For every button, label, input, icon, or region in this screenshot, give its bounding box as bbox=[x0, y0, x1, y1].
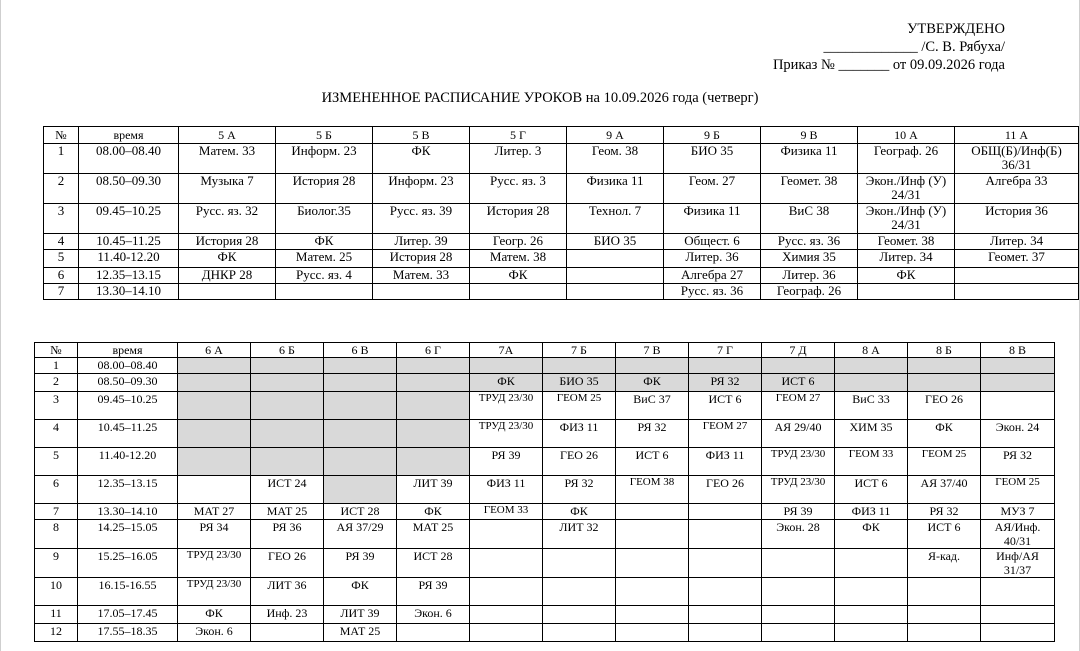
lesson-cell: ВиС 37 bbox=[616, 392, 689, 420]
lesson-cell bbox=[616, 520, 689, 549]
lesson-cell: БИО 35 bbox=[567, 234, 664, 250]
lesson-cell: ТРУД 23/30 bbox=[178, 549, 251, 578]
table-row bbox=[35, 420, 1055, 448]
lesson-cell: ГЕОМ 33 bbox=[470, 504, 543, 520]
lesson-cell: ГЕОМ 27 bbox=[762, 392, 835, 420]
lesson-cell: ГЕО 26 bbox=[689, 476, 762, 504]
lesson-cell bbox=[251, 448, 324, 476]
lesson-number-cell: 6 bbox=[35, 476, 78, 504]
lesson-cell: Литер. 3 bbox=[470, 144, 567, 174]
lesson-cell bbox=[689, 549, 762, 578]
lesson-time-cell: 12.35–13.15 bbox=[79, 268, 179, 284]
lesson-cell: ИСТ 24 bbox=[251, 476, 324, 504]
page-title: ИЗМЕНЕННОЕ РАСПИСАНИЕ УРОКОВ на 10.09.2026 года (четверг) bbox=[321, 90, 759, 106]
lesson-cell: РЯ 32 bbox=[689, 374, 762, 392]
lesson-cell: Инф. 23 bbox=[251, 606, 324, 624]
lesson-cell bbox=[981, 392, 1055, 420]
approval-block bbox=[773, 20, 1005, 74]
lesson-cell bbox=[543, 549, 616, 578]
lesson-cell bbox=[251, 374, 324, 392]
lesson-number-cell: 12 bbox=[35, 624, 78, 642]
column-header: 9 Б bbox=[664, 127, 761, 144]
lesson-number-cell: 7 bbox=[35, 504, 78, 520]
lesson-cell: Геом. 38 bbox=[567, 144, 664, 174]
table-row bbox=[44, 174, 1079, 204]
lesson-number-cell: 2 bbox=[35, 374, 78, 392]
lesson-cell bbox=[178, 476, 251, 504]
lesson-cell: Русс. яз. 39 bbox=[373, 204, 470, 234]
lesson-cell bbox=[251, 420, 324, 448]
lesson-cell: ФК bbox=[858, 268, 955, 284]
lesson-time-cell: 11.40-12.20 bbox=[78, 448, 178, 476]
lesson-cell bbox=[835, 624, 908, 642]
lesson-time-cell: 14.25–15.05 bbox=[78, 520, 178, 549]
lesson-cell: РЯ 36 bbox=[251, 520, 324, 549]
column-header: 10 А bbox=[858, 127, 955, 144]
lesson-cell bbox=[616, 606, 689, 624]
lesson-cell bbox=[835, 358, 908, 374]
lesson-cell bbox=[835, 374, 908, 392]
lesson-number-cell: 4 bbox=[44, 234, 79, 250]
lesson-cell: АЯ 37/40 bbox=[908, 476, 981, 504]
lesson-number-cell: 2 bbox=[44, 174, 79, 204]
table-row bbox=[44, 250, 1079, 268]
lesson-cell bbox=[470, 520, 543, 549]
lesson-cell: ХИМ 35 bbox=[835, 420, 908, 448]
lesson-cell bbox=[689, 520, 762, 549]
lesson-time-cell: 10.45–11.25 bbox=[79, 234, 179, 250]
lesson-cell: РЯ 32 bbox=[908, 504, 981, 520]
lesson-number-cell: 10 bbox=[35, 578, 78, 606]
lesson-cell: ФК bbox=[178, 606, 251, 624]
lesson-cell: ГЕО 26 bbox=[543, 448, 616, 476]
lesson-cell: Физика 11 bbox=[761, 144, 858, 174]
lesson-cell: Экон. 28 bbox=[762, 520, 835, 549]
schedule-table-senior bbox=[43, 126, 1079, 300]
lesson-cell bbox=[616, 549, 689, 578]
lesson-cell bbox=[981, 606, 1055, 624]
lesson-cell: МАТ 27 bbox=[178, 504, 251, 520]
lesson-cell bbox=[835, 578, 908, 606]
lesson-cell bbox=[567, 284, 664, 300]
lesson-time-cell: 16.15-16.55 bbox=[78, 578, 178, 606]
column-header: 5 Г bbox=[470, 127, 567, 144]
lesson-cell bbox=[178, 374, 251, 392]
lesson-cell: ФИЗ 11 bbox=[543, 420, 616, 448]
lesson-time-cell: 15.25–16.05 bbox=[78, 549, 178, 578]
table-row bbox=[35, 624, 1055, 642]
lesson-cell: ГЕОМ 38 bbox=[616, 476, 689, 504]
lesson-cell: Общест. 6 bbox=[664, 234, 761, 250]
lesson-cell: АЯ/Инф. 40/31 bbox=[981, 520, 1055, 549]
lesson-cell bbox=[908, 578, 981, 606]
column-header: 7 В bbox=[616, 343, 689, 358]
lesson-number-cell: 9 bbox=[35, 549, 78, 578]
lesson-cell bbox=[470, 549, 543, 578]
lesson-cell: Биолог.35 bbox=[276, 204, 373, 234]
column-header: 11 А bbox=[955, 127, 1079, 144]
table-row bbox=[35, 476, 1055, 504]
lesson-cell bbox=[324, 392, 397, 420]
table-row bbox=[44, 268, 1079, 284]
table-header-row bbox=[35, 343, 1055, 358]
table-row bbox=[35, 520, 1055, 549]
lesson-cell bbox=[762, 578, 835, 606]
lesson-cell: ВиС 33 bbox=[835, 392, 908, 420]
lesson-cell bbox=[689, 578, 762, 606]
lesson-cell bbox=[470, 358, 543, 374]
lesson-cell: Экон./Инф (У) 24/31 bbox=[858, 174, 955, 204]
lesson-cell: Экон. 6 bbox=[397, 606, 470, 624]
lesson-cell: Русс. яз. 36 bbox=[761, 234, 858, 250]
lesson-cell bbox=[470, 606, 543, 624]
lesson-cell: Матем. 33 bbox=[373, 268, 470, 284]
lesson-cell: РЯ 39 bbox=[470, 448, 543, 476]
lesson-cell: ТРУД 23/30 bbox=[470, 392, 543, 420]
lesson-cell bbox=[689, 606, 762, 624]
lesson-cell: Геомет. 38 bbox=[858, 234, 955, 250]
lesson-cell: ФК bbox=[470, 268, 567, 284]
lesson-cell: Информ. 23 bbox=[276, 144, 373, 174]
table-row bbox=[44, 204, 1079, 234]
lesson-cell: ФК bbox=[616, 374, 689, 392]
lesson-cell bbox=[251, 624, 324, 642]
lesson-cell bbox=[567, 268, 664, 284]
table-row bbox=[35, 549, 1055, 578]
column-header: № bbox=[35, 343, 78, 358]
lesson-cell: ТРУД 23/30 bbox=[178, 578, 251, 606]
lesson-cell bbox=[981, 578, 1055, 606]
lesson-cell: ГЕОМ 27 bbox=[689, 420, 762, 448]
lesson-cell: Геогр. 26 bbox=[470, 234, 567, 250]
lesson-cell: Физика 11 bbox=[567, 174, 664, 204]
lesson-cell: РЯ 32 bbox=[981, 448, 1055, 476]
lesson-cell: Матем. 33 bbox=[179, 144, 276, 174]
table-row bbox=[35, 358, 1055, 374]
lesson-cell: ФИЗ 11 bbox=[470, 476, 543, 504]
table-row bbox=[35, 504, 1055, 520]
lesson-cell: Матем. 38 bbox=[470, 250, 567, 268]
lesson-cell bbox=[324, 420, 397, 448]
lesson-cell bbox=[689, 358, 762, 374]
lesson-cell: Физика 11 bbox=[664, 204, 761, 234]
lesson-cell: ТРУД 23/30 bbox=[762, 448, 835, 476]
lesson-cell: МАТ 25 bbox=[251, 504, 324, 520]
lesson-cell: История 36 bbox=[955, 204, 1079, 234]
column-header: время bbox=[78, 343, 178, 358]
lesson-cell: История 28 bbox=[373, 250, 470, 268]
lesson-number-cell: 11 bbox=[35, 606, 78, 624]
column-header: № bbox=[44, 127, 79, 144]
lesson-cell bbox=[762, 549, 835, 578]
lesson-time-cell: 12.35–13.15 bbox=[78, 476, 178, 504]
lesson-cell bbox=[251, 392, 324, 420]
lesson-cell: Инф/АЯ 31/37 bbox=[981, 549, 1055, 578]
table-row bbox=[35, 606, 1055, 624]
lesson-number-cell: 3 bbox=[44, 204, 79, 234]
lesson-cell: Экон. 6 bbox=[178, 624, 251, 642]
lesson-cell: Экон./Инф (У) 24/31 bbox=[858, 204, 955, 234]
lesson-cell: ИСТ 6 bbox=[835, 476, 908, 504]
lesson-cell: ДНКР 28 bbox=[179, 268, 276, 284]
lesson-time-cell: 10.45–11.25 bbox=[78, 420, 178, 448]
lesson-cell: РЯ 39 bbox=[324, 549, 397, 578]
column-header: 9 А bbox=[567, 127, 664, 144]
lesson-cell: ЛИТ 39 bbox=[324, 606, 397, 624]
lesson-cell: История 28 bbox=[276, 174, 373, 204]
lesson-cell: ИСТ 6 bbox=[616, 448, 689, 476]
lesson-cell: ФК bbox=[373, 144, 470, 174]
lesson-cell bbox=[543, 358, 616, 374]
lesson-cell: ГЕО 26 bbox=[251, 549, 324, 578]
lesson-time-cell: 11.40-12.20 bbox=[79, 250, 179, 268]
column-header: 6 Б bbox=[251, 343, 324, 358]
lesson-cell: ИСТ 28 bbox=[324, 504, 397, 520]
lesson-cell bbox=[616, 504, 689, 520]
lesson-cell bbox=[543, 606, 616, 624]
lesson-time-cell: 13.30–14.10 bbox=[78, 504, 178, 520]
lesson-cell bbox=[981, 374, 1055, 392]
column-header: 8 Б bbox=[908, 343, 981, 358]
lesson-time-cell: 08.00–08.40 bbox=[79, 144, 179, 174]
lesson-cell bbox=[373, 284, 470, 300]
lesson-cell bbox=[397, 392, 470, 420]
lesson-cell: ИСТ 6 bbox=[762, 374, 835, 392]
lesson-time-cell: 09.45–10.25 bbox=[79, 204, 179, 234]
table-row bbox=[35, 448, 1055, 476]
column-header: 7А bbox=[470, 343, 543, 358]
lesson-number-cell: 5 bbox=[44, 250, 79, 268]
lesson-cell: ФК bbox=[908, 420, 981, 448]
lesson-cell: Географ. 26 bbox=[858, 144, 955, 174]
lesson-cell bbox=[567, 250, 664, 268]
lesson-cell: МАТ 25 bbox=[397, 520, 470, 549]
lesson-cell: Русс. яз. 32 bbox=[179, 204, 276, 234]
lesson-cell: Геомет. 37 bbox=[955, 250, 1079, 268]
lesson-cell bbox=[689, 504, 762, 520]
table-row bbox=[35, 374, 1055, 392]
lesson-cell: ФИЗ 11 bbox=[689, 448, 762, 476]
table-row bbox=[44, 144, 1079, 174]
lesson-cell: АЯ 37/29 bbox=[324, 520, 397, 549]
column-header: 7 Б bbox=[543, 343, 616, 358]
lesson-cell: ВиС 38 bbox=[761, 204, 858, 234]
lesson-cell: ГЕОМ 25 bbox=[981, 476, 1055, 504]
lesson-cell bbox=[762, 358, 835, 374]
lesson-cell: ОБЩ(Б)/Инф(Б) 36/31 bbox=[955, 144, 1079, 174]
lesson-cell bbox=[955, 284, 1079, 300]
lesson-cell: РЯ 32 bbox=[616, 420, 689, 448]
lesson-cell: Музыка 7 bbox=[179, 174, 276, 204]
lesson-cell: ГЕОМ 25 bbox=[543, 392, 616, 420]
lesson-time-cell: 08.00–08.40 bbox=[78, 358, 178, 374]
lesson-cell bbox=[324, 358, 397, 374]
lesson-time-cell: 17.05–17.45 bbox=[78, 606, 178, 624]
lesson-cell: Экон. 24 bbox=[981, 420, 1055, 448]
lesson-cell: Алгебра 33 bbox=[955, 174, 1079, 204]
column-header: 6 В bbox=[324, 343, 397, 358]
column-header: 6 А bbox=[178, 343, 251, 358]
lesson-cell: Алгебра 27 bbox=[664, 268, 761, 284]
lesson-cell: ФК bbox=[543, 504, 616, 520]
lesson-cell bbox=[762, 606, 835, 624]
lesson-cell: ФК bbox=[397, 504, 470, 520]
lesson-cell bbox=[543, 578, 616, 606]
lesson-cell bbox=[397, 624, 470, 642]
lesson-cell bbox=[981, 624, 1055, 642]
lesson-number-cell: 1 bbox=[35, 358, 78, 374]
column-header: 6 Г bbox=[397, 343, 470, 358]
lesson-cell bbox=[858, 284, 955, 300]
table-row bbox=[35, 578, 1055, 606]
lesson-time-cell: 13.30–14.10 bbox=[79, 284, 179, 300]
lesson-cell bbox=[543, 624, 616, 642]
lesson-cell: ГЕОМ 25 bbox=[908, 448, 981, 476]
schedule-table-middle bbox=[34, 342, 1055, 642]
lesson-time-cell: 09.45–10.25 bbox=[78, 392, 178, 420]
lesson-cell bbox=[397, 448, 470, 476]
lesson-cell: РЯ 39 bbox=[762, 504, 835, 520]
lesson-number-cell: 1 bbox=[44, 144, 79, 174]
lesson-cell bbox=[470, 578, 543, 606]
lesson-cell bbox=[908, 624, 981, 642]
lesson-cell: Литер. 36 bbox=[664, 250, 761, 268]
lesson-cell: Русс. яз. 3 bbox=[470, 174, 567, 204]
lesson-cell: ЛИТ 32 bbox=[543, 520, 616, 549]
lesson-cell bbox=[470, 284, 567, 300]
lesson-cell bbox=[762, 624, 835, 642]
lesson-cell: РЯ 32 bbox=[543, 476, 616, 504]
lesson-cell bbox=[324, 476, 397, 504]
lesson-cell: Информ. 23 bbox=[373, 174, 470, 204]
lesson-time-cell: 08.50–09.30 bbox=[79, 174, 179, 204]
lesson-cell bbox=[276, 284, 373, 300]
lesson-number-cell: 4 bbox=[35, 420, 78, 448]
lesson-cell bbox=[616, 578, 689, 606]
lesson-cell: БИО 35 bbox=[664, 144, 761, 174]
lesson-cell bbox=[178, 358, 251, 374]
lesson-cell bbox=[835, 606, 908, 624]
lesson-cell: ГЕОМ 33 bbox=[835, 448, 908, 476]
lesson-cell: Русс. яз. 4 bbox=[276, 268, 373, 284]
lesson-cell: ГЕО 26 bbox=[908, 392, 981, 420]
lesson-cell bbox=[178, 448, 251, 476]
lesson-cell: МАТ 25 bbox=[324, 624, 397, 642]
lesson-cell: ИСТ 28 bbox=[397, 549, 470, 578]
approval-signature: _____________ /С. В. Рябуха/ bbox=[823, 39, 1005, 55]
column-header: 5 Б bbox=[276, 127, 373, 144]
lesson-cell bbox=[324, 448, 397, 476]
lesson-cell: ФК bbox=[276, 234, 373, 250]
lesson-cell: Технол. 7 bbox=[567, 204, 664, 234]
lesson-number-cell: 7 bbox=[44, 284, 79, 300]
approval-heading: УТВЕРЖДЕНО bbox=[907, 21, 1005, 37]
lesson-cell bbox=[179, 284, 276, 300]
lesson-cell bbox=[616, 624, 689, 642]
lesson-cell bbox=[908, 374, 981, 392]
lesson-cell: Литер. 34 bbox=[955, 234, 1079, 250]
lesson-cell: ФИЗ 11 bbox=[835, 504, 908, 520]
lesson-cell: Химия 35 bbox=[761, 250, 858, 268]
lesson-cell bbox=[955, 268, 1079, 284]
lesson-cell: ИСТ 6 bbox=[908, 520, 981, 549]
lesson-cell: АЯ 29/40 bbox=[762, 420, 835, 448]
lesson-time-cell: 17.55–18.35 bbox=[78, 624, 178, 642]
lesson-number-cell: 3 bbox=[35, 392, 78, 420]
lesson-number-cell: 6 bbox=[44, 268, 79, 284]
lesson-cell: Геомет. 38 bbox=[761, 174, 858, 204]
lesson-cell: Геом. 27 bbox=[664, 174, 761, 204]
lesson-cell: БИО 35 bbox=[543, 374, 616, 392]
lesson-cell bbox=[251, 358, 324, 374]
table-row bbox=[35, 392, 1055, 420]
lesson-cell: История 28 bbox=[470, 204, 567, 234]
lesson-cell: Литер. 34 bbox=[858, 250, 955, 268]
lesson-cell bbox=[178, 420, 251, 448]
lesson-cell: РЯ 39 bbox=[397, 578, 470, 606]
lesson-cell: Литер. 39 bbox=[373, 234, 470, 250]
column-header: 7 Д bbox=[762, 343, 835, 358]
table-row bbox=[44, 234, 1079, 250]
lesson-cell bbox=[470, 624, 543, 642]
lesson-cell bbox=[397, 420, 470, 448]
lesson-cell bbox=[835, 549, 908, 578]
lesson-cell: ФК bbox=[324, 578, 397, 606]
lesson-cell bbox=[324, 374, 397, 392]
lesson-cell: МУЗ 7 bbox=[981, 504, 1055, 520]
column-header: 8 А bbox=[835, 343, 908, 358]
lesson-cell bbox=[689, 624, 762, 642]
lesson-cell: ТРУД 23/30 bbox=[762, 476, 835, 504]
lesson-cell: Географ. 26 bbox=[761, 284, 858, 300]
table-header-row bbox=[44, 127, 1079, 144]
lesson-cell: Я-кад. bbox=[908, 549, 981, 578]
column-header: 8 В bbox=[981, 343, 1055, 358]
lesson-cell: ИСТ 6 bbox=[689, 392, 762, 420]
lesson-cell: РЯ 34 bbox=[178, 520, 251, 549]
approval-order: Приказ № _______ от 09.09.2026 года bbox=[772, 57, 1005, 73]
lesson-cell: История 28 bbox=[179, 234, 276, 250]
lesson-cell bbox=[397, 374, 470, 392]
lesson-cell: ЛИТ 36 bbox=[251, 578, 324, 606]
lesson-time-cell: 08.50–09.30 bbox=[78, 374, 178, 392]
lesson-cell: ФК bbox=[179, 250, 276, 268]
lesson-cell: Литер. 36 bbox=[761, 268, 858, 284]
lesson-cell bbox=[908, 358, 981, 374]
table-row bbox=[44, 284, 1079, 300]
lesson-number-cell: 5 bbox=[35, 448, 78, 476]
column-header: 9 В bbox=[761, 127, 858, 144]
lesson-cell: ЛИТ 39 bbox=[397, 476, 470, 504]
column-header: 7 Г bbox=[689, 343, 762, 358]
lesson-cell: Русс. яз. 36 bbox=[664, 284, 761, 300]
lesson-cell bbox=[616, 358, 689, 374]
lesson-cell bbox=[397, 358, 470, 374]
lesson-number-cell: 8 bbox=[35, 520, 78, 549]
lesson-cell: ТРУД 23/30 bbox=[470, 420, 543, 448]
column-header: 5 А bbox=[179, 127, 276, 144]
column-header: 5 В bbox=[373, 127, 470, 144]
lesson-cell: ФК bbox=[470, 374, 543, 392]
column-header: время bbox=[79, 127, 179, 144]
lesson-cell bbox=[981, 358, 1055, 374]
lesson-cell bbox=[908, 606, 981, 624]
lesson-cell: Матем. 25 bbox=[276, 250, 373, 268]
lesson-cell bbox=[178, 392, 251, 420]
lesson-cell: ФК bbox=[835, 520, 908, 549]
